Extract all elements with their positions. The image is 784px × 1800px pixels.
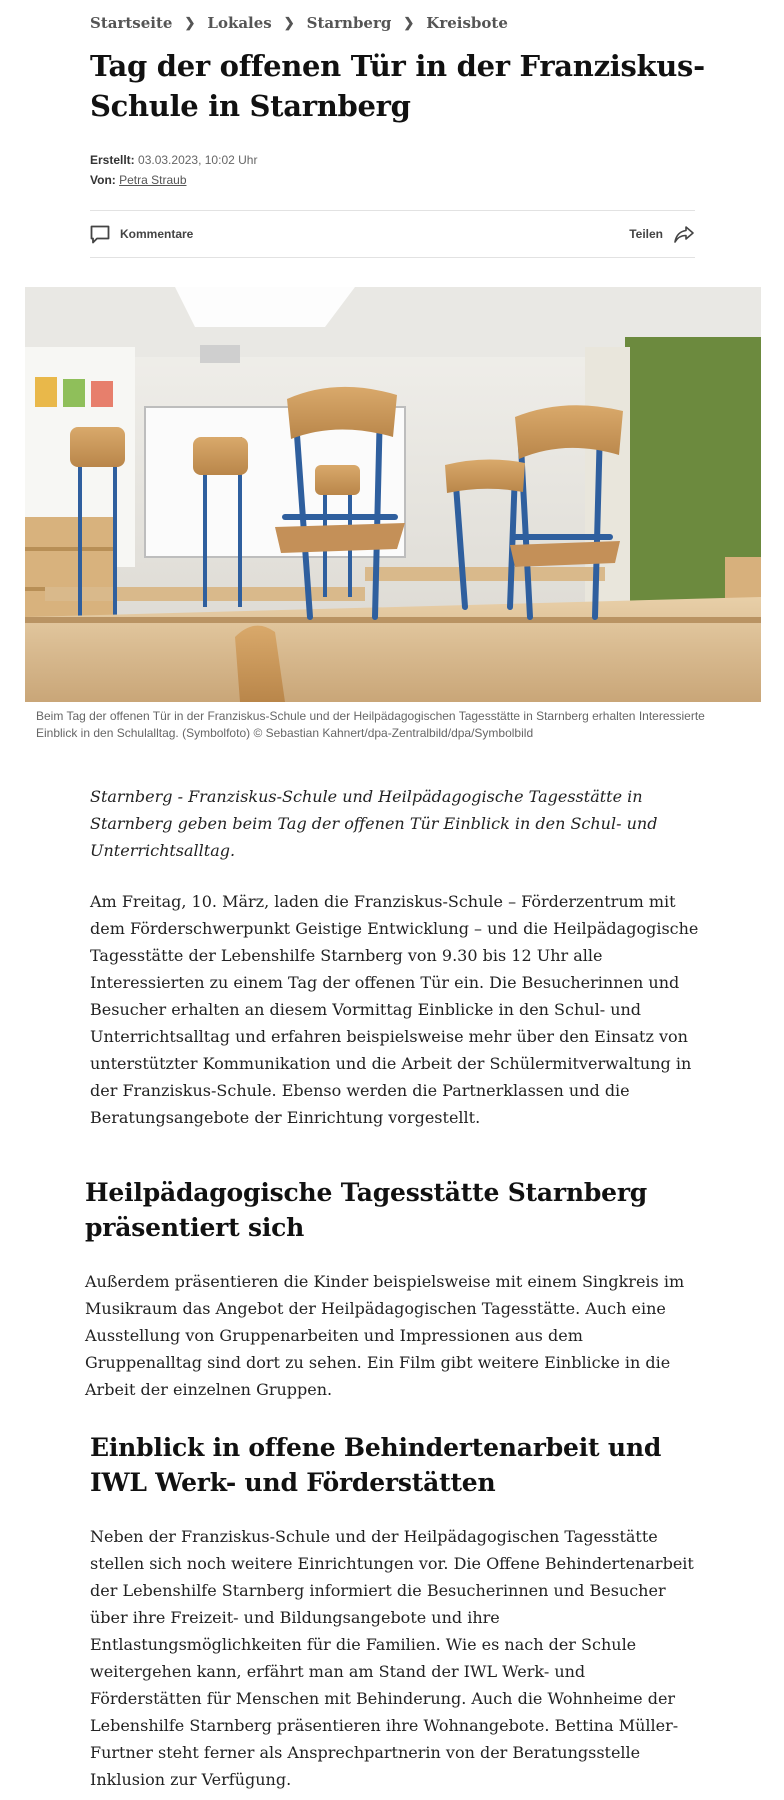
article-paragraph-1: Am Freitag, 10. März, laden die Franziskus-Schule – Förderzentrum mit dem Förderschwerpunkt Geistige Entwicklung – und die Heilpädagogische Tagesstätte der Lebenshilfe Starnberg von 9.30 bis 12 Uhr alle Interessierten zu einem Tag der offenen Tür ein. Die Besucherinnen und Besucher erhalten an diesem Vormittag Einblicke in den Schul- und Unterrichtsalltag und erfahren beispielsweise mehr über den Einsatz von unterstützter Kommunikation und die Arbeit der Schülermitverwaltung in der Franziskus-Schule. Ebenso werden die Partnerklassen und die Beratungsangebote der Einrichtung vorgestellt. (90, 892, 699, 1127)
created-value: 03.03.2023, 10:02 Uhr (138, 153, 258, 167)
share-arrow-icon (673, 225, 695, 244)
classroom-photo (25, 287, 761, 702)
share-button[interactable] (629, 225, 695, 244)
article-paragraph-3: Neben der Franziskus-Schule und der Heilpädagogischen Tagesstätte stellen sich noch weitere Einrichtungen vor. Die Offene Behindertenarbeit der Lebenshilfe Starnberg informiert die Besucherinnen und Besucher über ihre Freizeit- und Bildungsangebote und ihre Entlastungsmöglichkeiten für die Familien. Wie es nach der Schule weitergehen kann, erfährt man am Stand der IWL Werk- und Förderstätten für Menschen mit Behinderung. Auch die Wohnheime der Lebenshilfe Starnberg präsentieren ihre Wohnangebote. Bettina Müller-Furtner steht ferner als Ansprechpartnerin von der Beratungsstelle Inklusion zur Verfügung. (90, 1527, 694, 1789)
author-link[interactable]: Petra Straub (119, 173, 187, 187)
chevron-right-icon: ❯ (403, 15, 415, 31)
author-line (90, 170, 257, 190)
created-label: Erstellt: (90, 153, 135, 167)
article-meta (90, 150, 257, 190)
chevron-right-icon: ❯ (283, 15, 295, 31)
breadcrumb-item-lokales[interactable]: Lokales (207, 14, 272, 32)
image-caption: Beim Tag der offenen Tür in der Franziskus-Schule und der Heilpädagogischen Tagesstätte in Starnberg erhalten Interessierte Einblick in den Schulalltag. (Symbolfoto) © Sebastian Kahnert/dpa-Zentralbild/dpa/Symbolbild (36, 709, 705, 740)
breadcrumb-item-startseite[interactable]: Startseite (90, 14, 173, 32)
breadcrumb-item-starnberg[interactable]: Starnberg (306, 14, 392, 32)
section-heading-behindertenarbeit: Einblick in offene Behindertenarbeit und IWL Werk- und Förderstätten (90, 1433, 662, 1497)
article-intro: Starnberg - Franziskus-Schule und Heilpädagogische Tagesstätte in Starnberg geben beim Tag der offenen Tür Einblick in den Schul- und Unterrichtsalltag. (90, 787, 658, 860)
author-label: Von: (90, 173, 116, 187)
section-heading-tagesstaette: Heilpädagogische Tagesstätte Starnberg präsentiert sich (85, 1178, 648, 1242)
comment-icon (90, 225, 110, 244)
article-title: Tag der offenen Tür in der Franziskus-Schule in Starnberg (90, 49, 705, 123)
article-toolbar (90, 210, 695, 258)
breadcrumb-item-kreisbote[interactable]: Kreisbote (426, 14, 508, 32)
comments-label: Kommentare (120, 227, 194, 241)
article-image (25, 287, 761, 702)
article-paragraph-2: Außerdem präsentieren die Kinder beispielsweise mit einem Singkreis im Musikraum das Angebot der Heilpädagogischen Tagesstätte. Auch eine Ausstellung von Gruppenarbeiten und Impressionen aus dem Gruppenalltag sind dort zu sehen. Ein Film gibt weitere Einblicke in die Arbeit der einzelnen Gruppen. (85, 1272, 685, 1399)
breadcrumb (90, 14, 508, 32)
created-line (90, 150, 257, 170)
chevron-right-icon: ❯ (184, 15, 196, 31)
comments-button[interactable] (90, 225, 193, 244)
share-label: Teilen (629, 227, 663, 241)
